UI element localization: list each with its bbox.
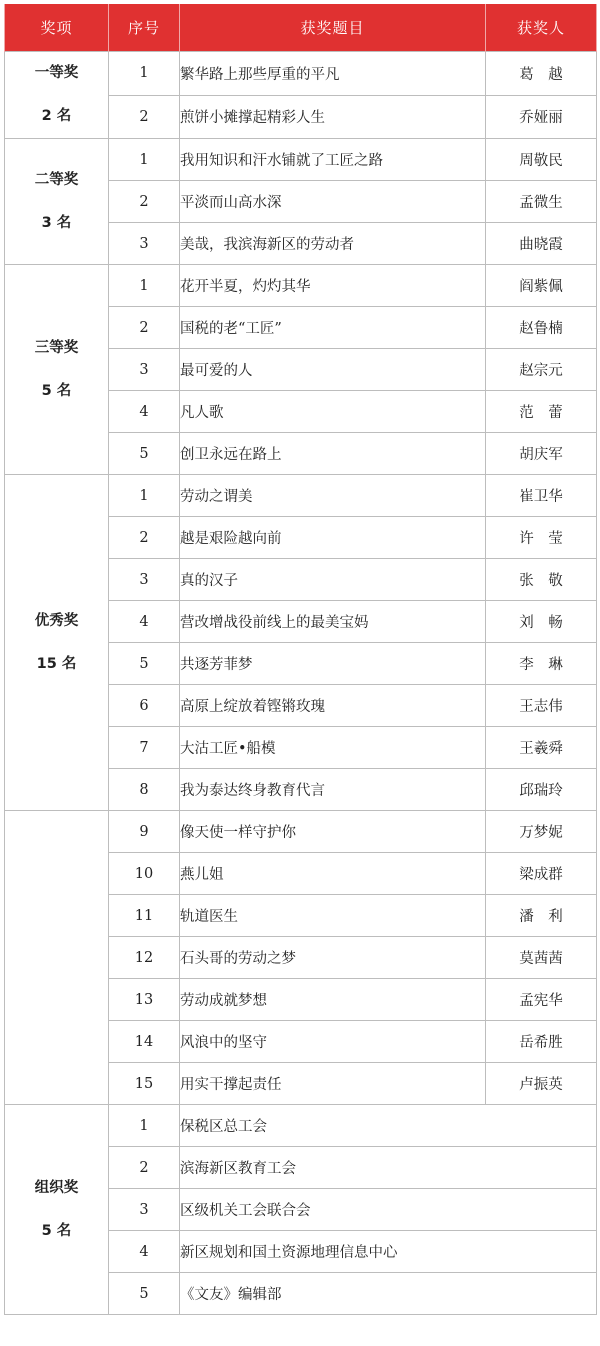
organization-name: 新区规划和国土资源地理信息中心: [180, 1231, 597, 1273]
table-header: [5, 4, 597, 52]
row-number: 4: [109, 1231, 180, 1273]
organization-name: 区级机关工会联合会: [180, 1189, 597, 1231]
row-number: 1: [109, 265, 180, 307]
winner-cell: [486, 433, 597, 475]
header-title: 获奖题目: [180, 4, 486, 52]
winner-name: 赵鲁楠: [519, 321, 563, 337]
award-category-cell: [5, 1105, 109, 1315]
organization-name: 保税区总工会: [180, 1105, 597, 1147]
row-number: 2: [109, 517, 180, 559]
winner-cell: [486, 349, 597, 391]
award-category-cell: [5, 811, 109, 1105]
header-row: [5, 4, 597, 52]
award-title: 美哉，我滨海新区的劳动者: [180, 223, 486, 265]
organization-name: 《文友》编辑部: [180, 1273, 597, 1315]
award-category-name: 一等奖: [34, 65, 79, 81]
award-category-cell: [5, 52, 109, 139]
winner-name: 卢振英: [519, 1077, 563, 1093]
award-title: 花开半夏，灼灼其华: [180, 265, 486, 307]
winner-cell: [486, 937, 597, 979]
winner-cell: [486, 1021, 597, 1063]
winner-name: 乔娅丽: [519, 110, 563, 127]
row-number: 2: [109, 95, 180, 139]
winner-cell: [486, 559, 597, 601]
winner-name: 崔卫华: [519, 489, 563, 505]
winner-cell: [486, 265, 597, 307]
row-number: 11: [109, 895, 180, 937]
award-category-name: 优秀奖: [34, 612, 79, 629]
winner-name: 周敬民: [519, 153, 563, 169]
winner-name: 孟宪华: [519, 993, 563, 1009]
award-title: 越是艰险越向前: [180, 517, 486, 559]
winner-name: 范 蕾: [519, 405, 563, 421]
award-category-count: 3 名: [41, 214, 72, 231]
winner-name: 阎紫佩: [519, 279, 563, 295]
winner-cell: [486, 181, 597, 223]
row-number: 3: [109, 559, 180, 601]
winner-name: 曲晓霞: [519, 237, 563, 253]
row-number: 1: [109, 139, 180, 181]
table-row: [5, 265, 597, 307]
table-row: [5, 1105, 597, 1147]
row-number: 1: [109, 52, 180, 96]
award-title: 创卫永远在路上: [180, 433, 486, 475]
table-row: [5, 811, 597, 853]
award-category-cell: [5, 139, 109, 265]
winner-cell: [486, 853, 597, 895]
winner-cell: [486, 811, 597, 853]
winner-cell: [486, 475, 597, 517]
winner-cell: [486, 979, 597, 1021]
winner-name: 莫茜茜: [519, 951, 563, 967]
header-category: 奖项: [5, 4, 109, 52]
award-category-cell: [5, 265, 109, 475]
winner-name: 许 莹: [519, 531, 563, 547]
winner-cell: [486, 1063, 597, 1105]
winner-cell: [486, 139, 597, 181]
award-title: 用实干撑起责任: [180, 1063, 486, 1105]
table-row: [5, 139, 597, 181]
winner-name: 张 敬: [519, 573, 563, 589]
header-winner: 获奖人: [486, 4, 597, 52]
award-category-count: 2 名: [41, 108, 72, 124]
winner-cell: [486, 685, 597, 727]
row-number: 5: [109, 1273, 180, 1315]
award-title: 大沽工匠•船模: [180, 727, 486, 769]
winner-name: 王羲舜: [519, 741, 563, 757]
winner-name: 胡庆军: [519, 447, 563, 463]
award-title: 凡人歌: [180, 391, 486, 433]
row-number: 2: [109, 307, 180, 349]
award-category-count: 5 名: [41, 1222, 72, 1239]
award-title: 风浪中的坚守: [180, 1021, 486, 1063]
header-number: 序号: [109, 4, 180, 52]
award-title: 像天使一样守护你: [180, 811, 486, 853]
row-number: 8: [109, 769, 180, 811]
winner-name: 孟微生: [519, 195, 563, 211]
winner-cell: [486, 95, 597, 139]
table-body: [5, 52, 597, 1315]
winner-name: 梁成群: [519, 867, 563, 883]
row-number: 5: [109, 433, 180, 475]
award-title: 燕儿姐: [180, 853, 486, 895]
award-title: 营改增战役前线上的最美宝妈: [180, 601, 486, 643]
award-title: 轨道医生: [180, 895, 486, 937]
organization-name: 滨海新区教育工会: [180, 1147, 597, 1189]
winner-name: 邱瑞玲: [519, 783, 563, 799]
row-number: 1: [109, 1105, 180, 1147]
award-title: 最可爱的人: [180, 349, 486, 391]
row-number: 15: [109, 1063, 180, 1105]
award-title: 繁华路上那些厚重的平凡: [180, 52, 486, 96]
row-number: 10: [109, 853, 180, 895]
winner-cell: [486, 517, 597, 559]
winner-cell: [486, 391, 597, 433]
award-title: 共逐芳菲梦: [180, 643, 486, 685]
winner-cell: [486, 895, 597, 937]
award-category-count: 15 名: [36, 655, 77, 672]
row-number: 3: [109, 349, 180, 391]
winner-cell: [486, 223, 597, 265]
winner-name: 岳希胜: [519, 1035, 563, 1051]
winner-cell: [486, 307, 597, 349]
row-number: 6: [109, 685, 180, 727]
row-number: 3: [109, 1189, 180, 1231]
winner-name: 李 琳: [519, 657, 563, 673]
award-category-name: 二等奖: [34, 171, 79, 188]
row-number: 2: [109, 1147, 180, 1189]
row-number: 9: [109, 811, 180, 853]
winner-name: 王志伟: [519, 699, 563, 715]
row-number: 3: [109, 223, 180, 265]
winner-cell: [486, 643, 597, 685]
row-number: 12: [109, 937, 180, 979]
winner-cell: [486, 769, 597, 811]
awards-table: [4, 4, 597, 1315]
table-row: [5, 52, 597, 96]
winner-cell: [486, 52, 597, 96]
row-number: 4: [109, 601, 180, 643]
award-title: 国税的老“工匠”: [180, 307, 486, 349]
award-title: 平淡而山高水深: [180, 181, 486, 223]
award-category-name: 三等奖: [34, 339, 79, 356]
table-row: [5, 475, 597, 517]
award-title: 劳动成就梦想: [180, 979, 486, 1021]
winner-name: 刘 畅: [519, 615, 563, 631]
row-number: 1: [109, 475, 180, 517]
award-category-cell: [5, 475, 109, 811]
winner-cell: [486, 727, 597, 769]
award-category-count: 5 名: [41, 382, 72, 399]
row-number: 14: [109, 1021, 180, 1063]
award-title: 高原上绽放着铿锵玫瑰: [180, 685, 486, 727]
winner-name: 赵宗元: [519, 363, 563, 379]
winner-cell: [486, 601, 597, 643]
award-title: 真的汉子: [180, 559, 486, 601]
row-number: 4: [109, 391, 180, 433]
winner-name: 潘 利: [519, 909, 563, 925]
row-number: 7: [109, 727, 180, 769]
award-title: 我用知识和汗水铺就了工匠之路: [180, 139, 486, 181]
winner-name: 万梦妮: [519, 825, 563, 841]
award-title: 煎饼小摊撑起精彩人生: [180, 95, 486, 139]
row-number: 2: [109, 181, 180, 223]
winner-name: 葛 越: [519, 66, 563, 83]
row-number: 13: [109, 979, 180, 1021]
row-number: 5: [109, 643, 180, 685]
award-title: 劳动之谓美: [180, 475, 486, 517]
award-title: 我为泰达终身教育代言: [180, 769, 486, 811]
award-title: 石头哥的劳动之梦: [180, 937, 486, 979]
award-category-name: 组织奖: [34, 1179, 79, 1196]
